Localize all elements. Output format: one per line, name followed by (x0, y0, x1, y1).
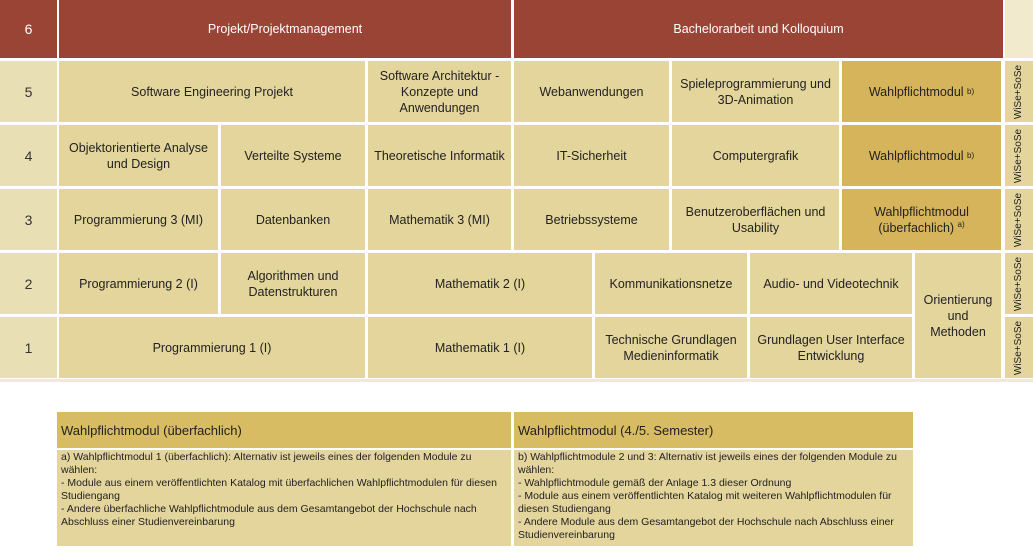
module-wahlpflichtmodul-5: Wahlpflichtmodul b) (842, 61, 1001, 122)
wpm-5-label: Wahlpflichtmodul (868, 84, 964, 99)
module-orientierung-methoden: Orientierung und Methoden (915, 253, 1001, 378)
module-computergrafik: Computergrafik (672, 125, 839, 186)
term-row3: WiSe+SoSe (1005, 189, 1033, 250)
legend-a-line: a) Wahlpflichtmodul 1 (überfachlich): Alternativ ist jeweils eines der folgenden Module zu wählen: (61, 451, 472, 476)
module-betriebssysteme: Betriebssysteme (514, 189, 669, 250)
module-webanwendungen: Webanwendungen (514, 61, 669, 122)
module-algorithmen: Algorithmen und Datenstrukturen (221, 253, 365, 314)
module-programmierung-1: Programmierung 1 (I) (59, 317, 365, 378)
module-audio-videotechnik: Audio- und Videotechnik (750, 253, 912, 314)
module-projekt-projektmanagement: Projekt/Projektmanagement (59, 0, 511, 58)
module-bachelorarbeit: Bachelorarbeit und Kolloquium (514, 0, 1003, 58)
term-row4: WiSe+SoSe (1005, 125, 1033, 186)
module-mathematik-2: Mathematik 2 (I) (368, 253, 592, 314)
semester-6-number: 6 (0, 0, 57, 58)
legend-b-line: - Module aus einem veröffentlichten Katalog mit weiteren Wahlpflichtmodulen für diesen Studiengang (518, 490, 892, 515)
module-theoretische-informatik: Theoretische Informatik (368, 125, 511, 186)
wpm-3-label: Wahlpflichtmodul (874, 204, 969, 219)
legend-a-line: - Module aus einem veröffentlichten Katalog mit überfachlichen Wahlpflichtmodulen für diesen Studiengang (61, 477, 497, 502)
module-benutzeroberflaechen: Benutzeroberflächen und Usability (672, 189, 839, 250)
module-ooad: Objektorientierte Analyse und Design (59, 125, 218, 186)
module-it-sicherheit: IT-Sicherheit (514, 125, 669, 186)
module-spieleprogrammierung: Spieleprogrammierung und 3D-Animation (672, 61, 839, 122)
module-wahlpflichtmodul-4: Wahlpflichtmodul b) (842, 125, 1001, 186)
semester-2-number: 2 (0, 253, 57, 314)
module-software-engineering-projekt: Software Engineering Projekt (59, 61, 365, 122)
module-grundlagen-ui: Grundlagen User Interface Entwicklung (750, 317, 912, 378)
module-technische-grundlagen: Technische Grundlagen Medieninformatik (595, 317, 747, 378)
semester-1-number: 1 (0, 317, 57, 378)
legend-a-title: Wahlpflichtmodul (überfachlich) (57, 412, 511, 448)
term-placeholder-row6 (1005, 0, 1033, 58)
legend-b-line: b) Wahlpflichtmodule 2 und 3: Alternativ ist jeweils eines der folgenden Module zu wählen: (518, 451, 897, 476)
module-kommunikationsnetze: Kommunikationsnetze (595, 253, 747, 314)
legend-a-body (57, 450, 511, 546)
table-bottom-border (0, 379, 1033, 382)
module-verteilte-systeme: Verteilte Systeme (221, 125, 365, 186)
legend-b-title: Wahlpflichtmodul (4./5. Semester) (514, 412, 913, 448)
legend-b-body (514, 450, 913, 546)
wpm-4-label: Wahlpflichtmodul (868, 148, 964, 163)
term-row5: WiSe+SoSe (1005, 61, 1033, 122)
wpm-3-note: a) (957, 219, 965, 229)
legend-b-line: - Andere Module aus dem Gesamtangebot der Hochschule nach Abschluss einer Studienvereinbarung (518, 516, 894, 541)
legend-a-line: - Andere überfachliche Wahlpflichtmodule aus dem Gesamtangebot der Hochschule nach Abschluss einer Studienvereinbarung (61, 503, 477, 528)
module-mathematik-1: Mathematik 1 (I) (368, 317, 592, 378)
module-mathematik-3: Mathematik 3 (MI) (368, 189, 511, 250)
wpm-3-sub: (überfachlich) (878, 220, 955, 235)
semester-4-number: 4 (0, 125, 57, 186)
module-programmierung-2: Programmierung 2 (I) (59, 253, 218, 314)
term-row2: WiSe+SoSe (1005, 253, 1033, 314)
module-wahlpflichtmodul-3 (842, 189, 1001, 250)
semester-5-number: 5 (0, 61, 57, 122)
module-datenbanken: Datenbanken (221, 189, 365, 250)
term-row1: WiSe+SoSe (1005, 317, 1033, 378)
semester-3-number: 3 (0, 189, 57, 250)
legend-b-line: - Wahlpflichtmodule gemäß der Anlage 1.3 dieser Ordnung (518, 477, 792, 489)
module-programmierung-3: Programmierung 3 (MI) (59, 189, 218, 250)
module-software-architektur: Software Architektur - Konzepte und Anwendungen (368, 61, 511, 122)
